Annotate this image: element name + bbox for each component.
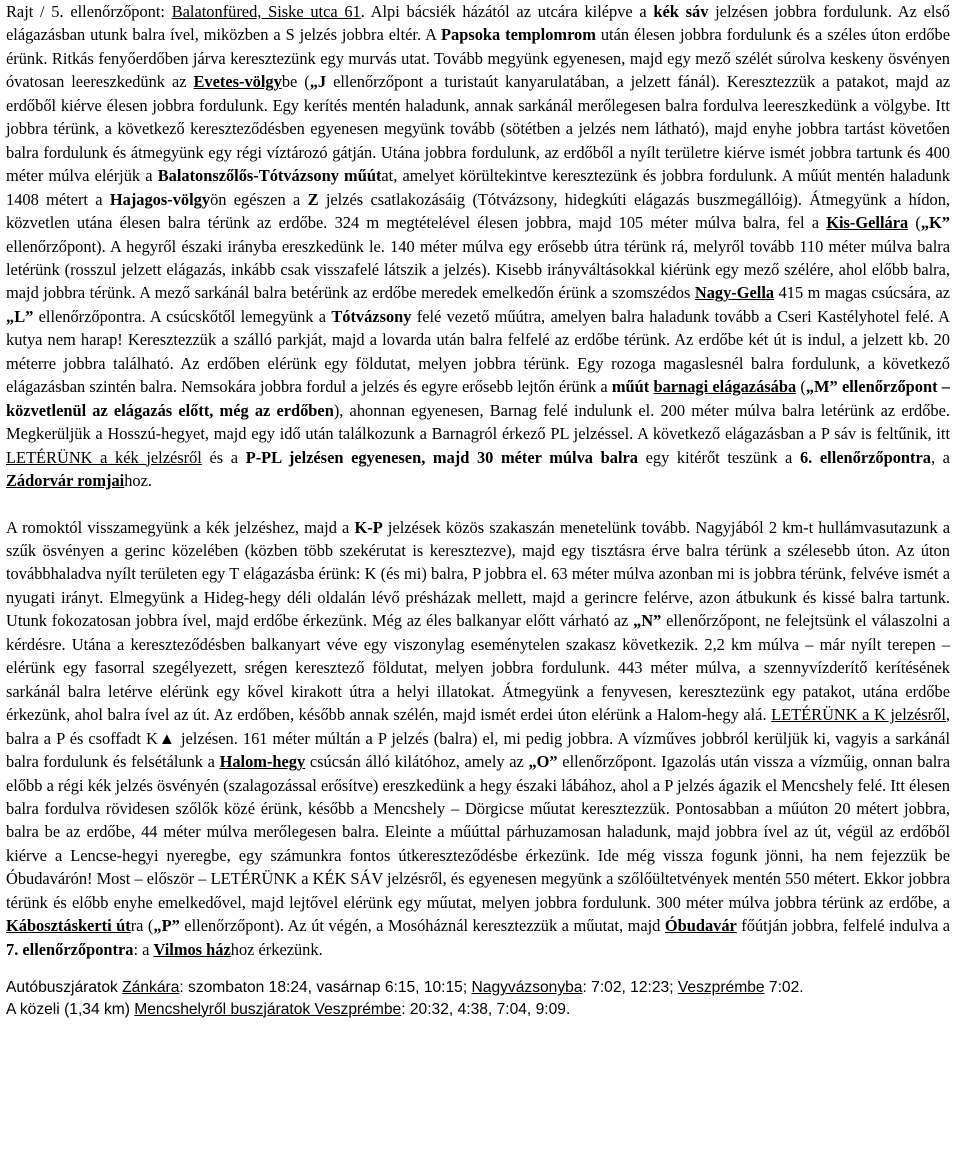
checkpoint-n: „N”	[633, 611, 662, 631]
checkpoint-6: 6. ellenőrzőpontra	[799, 447, 931, 467]
place-obudavar-link[interactable]: Óbudavár	[664, 916, 737, 936]
place-papsoka-templomrom: Papsoka templomrom	[441, 25, 596, 45]
route-description-part-2	[6, 516, 950, 962]
checkpoint-p: „P”	[153, 916, 180, 936]
text-run: jelzések közös szakaszán menetelünk tovább. Nagyjából 2 km-t hullámvasutazunk a szűk ösvényen a gerinc közelében (közben több szekérutat is keresztezve), majd egy tisztásra érve balra térünk a szélesebb úton. Az úton továbbhaladva nyílt területen egy T elágazásba érünk: K (és mi) balra, P jobbra el. 63 méter múlva azonban mi is jobbra térünk, felvéve ismét a nyugati irányt. Elmegyünk a Hideg-hegy déli oldalán lévő présházak mellett, majd a gerincre felérve, azon átbukunk és kissé balra tartunk. Utunk fokozatosan jobbra ível, majd erdőbe érkezünk. Még az éles balkanyar előtt várható az	[6, 517, 950, 631]
checkpoint-7: 7. ellenőrzőpontra	[6, 939, 134, 959]
checkpoint-l: „L”	[6, 306, 34, 326]
text-run: jelzésen jobbra fordulunk. Az első elágazásban utunk balra ível, miközben a S jelzés jobbra eltér. A	[6, 2, 951, 45]
checkpoint-k: „K”	[920, 213, 950, 233]
text-run: hoz érkezünk.	[230, 939, 323, 959]
place-balatonszolos-totvazsony-road: Balatonszőlős-Tótvázsony műút	[157, 166, 382, 186]
text-run: ellenőrzőpont a turistaút kanyarulatában, a jelzett fánál). Keresztezzük a patakot, majd az erdőből kiérve élesen jobbra fordulunk. Egy kerítés mentén haladunk, annak sarkánál merőlegesen balra fordulva leereszkedünk a völgybe. Itt jobbra térünk, a következő kereszteződésben egyenesen megyünk tovább (sötétben a jelzés nem látható), majd enyhe jobbra tartást követően balra fordulunk és átmegyünk egy régi víztározó gátján. Utána jobbra fordulunk, az erdőből a nyílt területre kiérve ismét jobbra tartunk és 400 méter múlva elérjük a	[6, 72, 950, 186]
text-run: : 20:32, 4:38, 7:04, 9:09.	[401, 1000, 571, 1018]
text-run: (	[908, 213, 921, 233]
text-run: . Alpi bácsiék házától az utcára kilépve a	[360, 2, 654, 21]
text-run: : a	[133, 939, 154, 959]
p-pl-direction: P-PL jelzésen egyenesen, majd 30 méter múlva balra	[245, 447, 638, 467]
text-run: 415 m magas csúcsára, az	[774, 283, 950, 303]
text-run: ellenőrzőpontra. A csúcskőtől lemegyünk a	[33, 306, 332, 326]
trail-mark-k-p: K-P	[354, 517, 383, 537]
place-kis-gella-link[interactable]: Kis-Gellára	[826, 213, 909, 233]
text-run: : 7:02, 12:23;	[582, 979, 678, 997]
text-run: ellenőrzőpont, ne felejtsünk el válaszolni a kérdésre. Utána a kereszteződésben balkanyart véve egy viszonylag eseménytelen szakasz következik. 2,2 km múlva – már nyílt terepen – elérünk egy fasorral szegélyezett, srégen keresztező földutat, melyen jobbra fordulunk. 443 méter múlva, a szennyvízderítő kerítésének sarkánál balra letérve elérünk egy kővel kirakott útra a helyi illatokat. Átmegyünk a fenyvesen, keresztezünk egy patakot, utána erdőbe érkezünk, ahol balra ível az út. Az erdőben, később annak szélén, majd ismét erdei úton elérünk a Halom-hegy alá.	[6, 611, 951, 725]
route-description-part-1	[6, 0, 950, 493]
text-run: 7:02.	[764, 979, 804, 997]
place-barnag-junction-link[interactable]: barnagi elágazásába	[653, 377, 797, 397]
place-evetes-volgy-link[interactable]: Evetes-völgy	[193, 72, 282, 92]
bus-mencshely-link[interactable]: Mencshelyről buszjáratok Veszprémbe	[134, 1000, 402, 1018]
text-run: csúcsán álló kilátóhoz, amely az	[305, 752, 529, 772]
text-run: jelzés csatlakozásáig (Tótvázsony, hidegkúti elágazás buszmegállóig). Átmegyünk a hídon, közvetlen utána élesen balra térünk az erdőbe. 324 m megtételével élesen jobbra, majd 105 méter múlva balra, fel a	[6, 189, 951, 233]
text-run: hoz.	[124, 471, 152, 491]
text-run: felé vezető műútra, amelyen balra haladunk tovább a Cseri Kastélyhotel felé. A kutya nem harap! Keresztezzük a szálló parkját, majd a lovarda után balra felfelé az erdőbe térünk. Az erdőbe két út is indul, a jelzett kb. 20 méterre jobbra található. Az erdőben elérünk egy földutat, melyen jobbra térünk. Egy rozoga magaslesnél balra fordulunk, a következő elágazásban szintén balra. Nemsokára jobbra fordul a jelzés és egyre erősebb lejtőn érünk a	[6, 306, 950, 397]
leave-blue-mark-notice[interactable]: LETÉRÜNK a kék jelzésről	[6, 447, 202, 467]
checkpoint-o: „O”	[528, 752, 558, 772]
text-run: at, amelyet körültekintve keresztezünk és jobbra fordulunk. A műút mentén haladunk 1408 métert a	[6, 166, 950, 209]
text-run: ellenőrzőpont. Igazolás után vissza a vízműig, onnan balra előbb a régi kék jelzés ösvényén (szalagozással erősítve) ereszkedünk a hegy északi lábához, ahol a P jelzés ágazik el Mencshely felé. Itt élesen balra fordulva rövidesen szőlők közé érünk, később a Mencshely – Dörgicse műutat keresztezzük. Pontosabban a műúton 20 métert jobbra, balra be az erdőbe, 44 méter múlva merőlegesen balra. Eleinte a műúttal párhuzamosan haladunk, majd jobbra ível az út, végül az erdőből kiérve a Lencse-hegyi nyeregbe, egy számunkra fontos útkereszteződésbe érkezünk. Ide még vissza fogunk jönni, ha nem fejezzük be Óbudavárón! Most – először – LETÉRÜNK a KÉK SÁV jelzésről, és egyenesen megyünk a szőlőültetvények mentén 550 métert. Ekkor jobbra térünk és előbb enyhe emelkedővel, majd lejtővel elérünk egy műutat, melyen jobbra fordulunk. 300 méter múlva jobbra térünk az erdőbe, a	[6, 752, 951, 912]
start-address-link[interactable]: Balatonfüred, Siske utca 61	[171, 2, 361, 21]
bus-zanka-link[interactable]: Zánkára	[122, 979, 180, 997]
text-run: egy kitérőt teszünk a	[637, 447, 800, 467]
place-zadorvar-link[interactable]: Zádorvár romjai	[6, 471, 125, 491]
text-run: A romoktól visszamegyünk a kék jelzéshez, majd a	[6, 517, 355, 537]
text-run: ra (	[130, 916, 154, 936]
text-run: A közeli (1,34 km)	[6, 1000, 135, 1018]
checkpoint-m: „M” ellenőrzőpont – közvetlenül az elágazás előtt, még az erdőben	[6, 377, 950, 420]
text-run: ellenőrzőpont). A hegyről északi irányba ereszkedünk le. 140 méter múlva egy erősebb útra térünk rá, melyről tovább 110 méter múlva balra letérünk (rosszul jelzett elágazás, inkább csak visszafelé látszik a jelzés). Kisebb irányváltásokkal kiérünk egy mező szélére, ahol előbb balra, majd jobbra térünk. A mező sarkánál balra betérünk az erdőbe meredek emelkedőn érünk a szomszédos	[6, 236, 950, 303]
text-run: ellenőrzőpont). Az út végén, a Mosóháznál keresztezzük a műutat, majd	[179, 916, 665, 936]
text-run: ), ahonnan egyenesen, Barnag felé indulunk el. 200 méter múlva balra letérünk az erdőbe. Megkerüljük a Hosszú-hegyet, majd egy idő után találkozunk a Barnagról érkező PL jelzéssel. A következő elágazásban a P sáv is feltűnik, itt	[6, 400, 951, 444]
place-vilmos-haz-link[interactable]: Vilmos ház	[153, 939, 231, 959]
text-run: : szombaton 18:24, vasárnap 6:15, 10:15;	[179, 979, 472, 997]
place-totvazsony: Tótvázsony	[331, 306, 412, 326]
bus-schedule	[6, 977, 950, 1020]
text-run: , balra a P és csoffadt K▲ jelzésen. 161 méter múltán a P jelzés (balra) el, mi pedig jobbra. A vízműves jobbról kerüljük ki, vagyis a sarkánál balra fordulunk és felsétálunk a	[6, 705, 951, 772]
trail-mark-z: Z	[307, 189, 319, 209]
text-run: és a	[201, 447, 246, 467]
place-halom-hegy-link[interactable]: Halom-hegy	[219, 752, 306, 772]
road-label: műút	[611, 377, 650, 397]
text-run: (	[796, 377, 806, 397]
place-hajagos-volgy: Hajagos-völgy	[109, 189, 211, 209]
bus-veszprem-link[interactable]: Veszprémbe	[677, 979, 765, 997]
bus-nagyvazsony-link[interactable]: Nagyvázsonyba	[471, 979, 583, 997]
text-run: be (	[281, 72, 310, 92]
checkpoint-j: „J	[309, 72, 327, 92]
place-kabosztaskerti-ut-link[interactable]: Kábosztáskerti út	[6, 916, 131, 936]
place-nagy-gella-link[interactable]: Nagy-Gella	[694, 283, 775, 303]
trail-mark-blue-stripe: kék sáv	[653, 2, 709, 21]
text-run: ön egészen a	[210, 189, 308, 209]
text-run: Autóbuszjáratok	[6, 979, 123, 997]
text-run: , a	[930, 447, 950, 467]
leave-k-mark-notice[interactable]: LETÉRÜNK a K jelzésről	[771, 705, 946, 725]
start-label: Rajt / 5. ellenőrzőpont:	[6, 2, 172, 21]
text-run: főútján jobbra, felfelé indulva a	[736, 916, 950, 936]
text-run: után élesen jobbra fordulunk és a széles úton erdőbe érünk. Ritkás fenyőerdőben járva keresztezünk egy murvás utat. Tovább megyünk egyenesen, majd egy mező szélét súrolva keskeny ösvényen óvatosan leereszkedünk az	[6, 25, 950, 92]
